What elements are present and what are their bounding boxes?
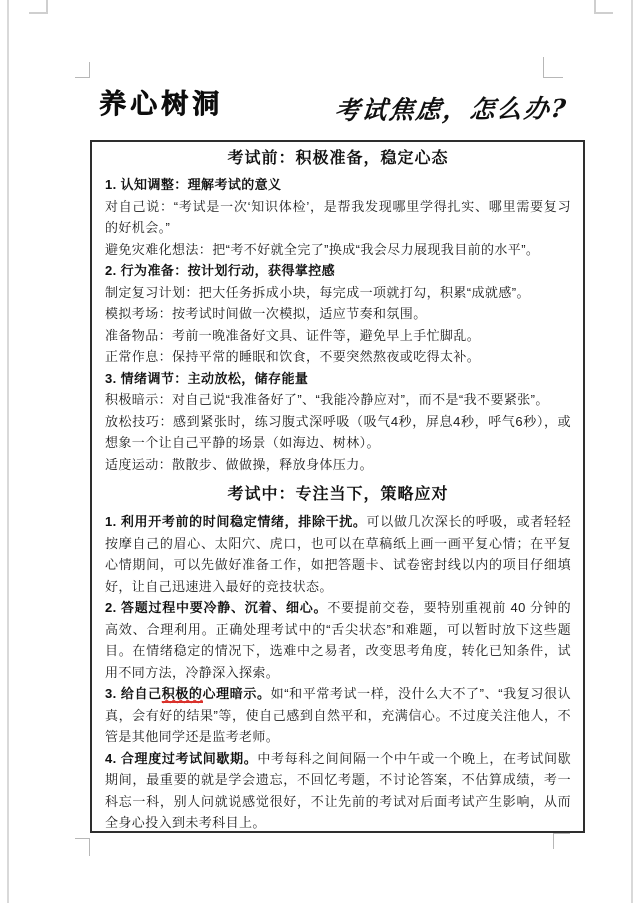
paragraph: 2. 答题过程中要冷静、沉着、细心。不要提前交卷，要特别重视前 40 分钟的高效、合理利用。正确处理考试中的“舌尖状态”和难题，可以暂时放下这些题目。在情绪稳定的情况下，选难中之易者，改变思考角度，转化已知条件，试用不同方法，冷静深入探索。 [105,600,572,680]
paragraph: 放松技巧：感到紧张时，练习腹式深呼吸（吸气4秒，屏息4秒，呼气6秒），或想象一个让自己平静的场景（如海边、树林）。 [105,413,571,450]
paragraph: 积极暗示：对自己说“我准备好了”、“我能冷静应对”，而不是“我不要紧张”。 [105,392,549,407]
paragraph: 适度运动：散散步、做做操，释放身体压力。 [105,456,374,472]
paragraph: 3. 给自己积极的心理暗示。如“和平常考试一样，没什么大不了”、“我复习很认真，会有好的结果”等，使自己感到自然平和，充满信心。不过度关注他人，不管是其他同学还是监考老师。 [105,686,571,744]
site-logo: 养心树洞 [99,89,223,119]
paragraph: 制定复习计划：把大任务拆成小块，每完成一项就打勾，积累“成就感”。 [105,284,530,300]
margin-mark-top-left [89,62,90,78]
margin-mark-bottom-left [89,838,90,856]
paragraph: 准备物品：考前一晚准备好文具、证件等，避免早上手忙脚乱。 [105,327,481,343]
margin-mark-top-left [75,77,90,78]
list-heading: 3. 情绪调节：主动放松，储存能量 [105,370,309,386]
page-title: 考试焦虑，怎么办? [333,93,570,126]
list-heading: 1. 认知调整：理解考试的意义 [105,177,282,192]
margin-mark-bottom-right [553,833,554,849]
spellcheck-underline: 积极的 [161,686,203,701]
page-edge-left [7,0,9,903]
page-edge-right [631,0,633,903]
paragraph: 避免灾难化想法：把“考不好就全完了”换成“我会尽力展现我目前的水平”。 [105,241,540,257]
margin-mark-top-right [543,57,544,78]
section-title: 考试中：专注当下，策略应对 [227,486,449,503]
list-heading: 2. 行为准备：按计划行动，获得掌控感 [105,263,336,278]
margin-mark-bottom-left [75,838,90,839]
margin-mark-top-right [543,77,563,78]
paragraph: 1. 利用开考前的时间稳定情绪，排除干扰。可以做几次深长的呼吸，或者轻轻按摩自己的眉心、太阳穴、虎口，也可以在草稿纸上画一画平复心情；在平复心情期间，可以先做好准备工作，如把答题卡、试卷密封线以内的项目仔细填好，让自己迅速进入最好的竞技状态。 [105,514,571,594]
page-corner-top-left [29,0,48,14]
paragraph: 4. 合理度过考试间歇期。中考每科之间间隔一个中午或一个晚上，在考试间歇期间，最重要的就是学会遗忘，不回忆考题，不讨论答案，不估算成绩，考一科忘一科，别人问就说感觉很好，不让先前的考试对后面考试产生影响，从而全身心投入到未考科目上。 [105,750,572,830]
paragraph: 模拟考场：按考试时间做一次模拟，适应节奏和氛围。 [105,306,427,321]
paragraph: 对自己说：“考试是一次‘知识体检’，是帮我发现哪里学得扎实、哪里需要复习的好机会。” [105,198,571,235]
page-corner-top-right [594,0,613,14]
content-box [90,140,585,833]
paragraph: 正常作息：保持平常的睡眠和饮食，不要突然熬夜或吃得太补。 [105,349,481,364]
section-title: 考试前：积极准备，稳定心态 [227,150,449,167]
